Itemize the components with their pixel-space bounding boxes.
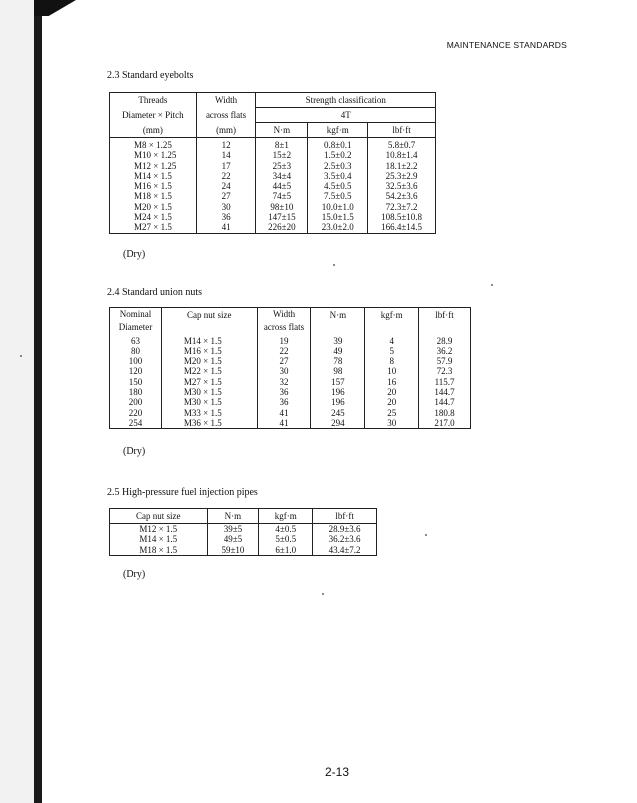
eyebolts-cell: 22 (196, 171, 256, 181)
pipes-cell: 36.2±3.6 (328, 534, 361, 545)
scan-speck (322, 593, 324, 595)
eyebolts-cell: M8 × 1.25 (110, 138, 197, 151)
union-nuts-cell: 36.2 (436, 345, 453, 356)
pipes-row (110, 524, 377, 535)
union-nuts-cell: 294 (311, 418, 365, 429)
eyebolts-cell: 10.8±1.4 (385, 150, 418, 161)
eyebolts-row (110, 191, 436, 201)
union-nuts-cell: 30 (257, 366, 311, 376)
union-header-capnut: Cap nut size (161, 308, 257, 334)
eyebolts-header-diam-pitch: Diameter × Pitch (110, 108, 197, 123)
union-nuts-cell: 220 (110, 408, 162, 418)
scan-speck (20, 355, 22, 357)
eyebolts-cell: M14 × 1.5 (110, 171, 197, 181)
union-nuts-cell: M33 × 1.5 (161, 408, 257, 418)
union-nuts-dry-note: (Dry) (123, 446, 146, 457)
union-header-across: across flats (257, 321, 311, 334)
union-nuts-cell: 36 (257, 387, 311, 397)
eyebolts-cell: 226±20 (256, 222, 308, 233)
eyebolts-row (110, 212, 436, 222)
union-nuts-cell: 196 (311, 387, 365, 397)
union-nuts-cell: M36 × 1.5 (161, 418, 257, 429)
eyebolts-header-lbfft: lbf·ft (368, 123, 436, 138)
union-nuts-cell: 217.0 (434, 417, 455, 428)
eyebolts-cell: 23.0±2.0 (308, 222, 368, 233)
union-nuts-cell: 16 (365, 377, 419, 387)
union-nuts-cell: 20 (365, 387, 419, 397)
eyebolts-header-width: Width (196, 93, 256, 108)
union-header-nominal: Nominal (110, 308, 162, 321)
eyebolts-dry-note: (Dry) (123, 249, 146, 260)
eyebolts-cell: 32.5±3.6 (385, 181, 418, 192)
section-title-union-nuts: 2.4 Standard union nuts (107, 287, 202, 298)
eyebolts-row (110, 202, 436, 212)
eyebolts-cell: M16 × 1.5 (110, 181, 197, 191)
eyebolts-cell: 15±2 (256, 150, 308, 160)
pipes-table (109, 508, 377, 556)
union-header-kgfm: kgf·m (365, 308, 419, 334)
eyebolts-row (110, 161, 436, 171)
union-nuts-cell: 28.9 (436, 335, 453, 346)
pipes-header-capnut: Cap nut size (110, 509, 208, 524)
union-nuts-cell: 63 (110, 334, 162, 346)
eyebolts-row (110, 150, 436, 160)
eyebolts-header-4t: 4T (256, 108, 436, 123)
eyebolts-cell: 72.3±7.2 (385, 201, 418, 212)
eyebolts-cell: 15.0±1.5 (308, 212, 368, 222)
pipes-cell: M12 × 1.5 (110, 524, 208, 535)
binding-edge (34, 0, 42, 803)
union-nuts-cell: M14 × 1.5 (161, 334, 257, 346)
eyebolts-cell: 2.5±0.3 (308, 161, 368, 171)
union-nuts-row (110, 408, 471, 418)
eyebolts-cell: 12 (196, 138, 256, 151)
section-title-pipes: 2.5 High-pressure fuel injection pipes (107, 487, 258, 498)
pipes-cell: 43.4±7.2 (328, 544, 361, 555)
pipes-row (110, 534, 377, 544)
union-nuts-row (110, 356, 471, 366)
union-nuts-cell: 49 (311, 346, 365, 356)
union-nuts-cell: 157 (311, 377, 365, 387)
union-nuts-cell: 150 (110, 377, 162, 387)
union-nuts-cell: 32 (257, 377, 311, 387)
union-nuts-cell: 98 (311, 366, 365, 376)
eyebolts-cell: 147±15 (256, 212, 308, 222)
eyebolts-row (110, 138, 436, 151)
section-title-eyebolts: 2.3 Standard eyebolts (107, 70, 194, 81)
pipes-header-lbfft: lbf·ft (313, 509, 377, 524)
scan-speck (333, 264, 335, 266)
eyebolts-cell: 166.4±14.5 (381, 222, 423, 233)
union-nuts-cell: 200 (110, 397, 162, 407)
page-number: 2-13 (325, 765, 350, 779)
eyebolts-cell: 108.5±10.8 (381, 212, 423, 223)
eyebolts-header-nm: N·m (256, 123, 308, 138)
eyebolts-cell: 14 (196, 150, 256, 160)
eyebolts-cell: 24 (196, 181, 256, 191)
pipes-cell: 49±5 (207, 534, 259, 544)
union-nuts-cell: 57.9 (436, 356, 453, 367)
union-nuts-cell: 39 (311, 334, 365, 346)
union-nuts-cell: 10 (365, 366, 419, 376)
union-nuts-cell: 144.7 (434, 386, 455, 397)
page-header: MAINTENANCE STANDARDS (446, 40, 567, 50)
union-header-width: Width (257, 308, 311, 321)
union-nuts-cell: 180 (110, 387, 162, 397)
eyebolts-cell: M27 × 1.5 (110, 222, 197, 233)
eyebolts-header-mm: (mm) (110, 123, 197, 138)
eyebolts-header-strength: Strength classification (256, 93, 436, 108)
eyebolts-header-width-mm: (mm) (196, 123, 256, 138)
union-nuts-cell: 180.8 (434, 407, 455, 418)
pipes-cell: 28.9±3.6 (328, 524, 361, 534)
eyebolts-cell: 54.2±3.6 (385, 191, 418, 202)
eyebolts-cell: M24 × 1.5 (110, 212, 197, 222)
eyebolts-cell: 3.5±0.4 (308, 171, 368, 181)
eyebolts-cell: 25±3 (256, 161, 308, 171)
union-nuts-cell: M30 × 1.5 (161, 387, 257, 397)
pipes-dry-note: (Dry) (123, 569, 146, 580)
pipes-cell: 39±5 (207, 524, 259, 535)
union-nuts-row (110, 387, 471, 397)
union-nuts-cell: 5 (365, 346, 419, 356)
union-nuts-cell: 78 (311, 356, 365, 366)
union-header-nm: N·m (311, 308, 365, 334)
eyebolts-cell: 74±5 (256, 191, 308, 201)
union-nuts-row (110, 377, 471, 387)
eyebolts-row (110, 181, 436, 191)
pipes-cell: 4±0.5 (259, 524, 313, 535)
eyebolts-table (109, 92, 436, 234)
pipes-row (110, 545, 377, 556)
eyebolts-header-across: across flats (196, 108, 256, 123)
eyebolts-cell: 41 (196, 222, 256, 233)
eyebolts-cell: M20 × 1.5 (110, 202, 197, 212)
union-nuts-cell: 22 (257, 346, 311, 356)
union-nuts-cell: 72.3 (436, 366, 453, 377)
union-nuts-cell: 100 (110, 356, 162, 366)
pipes-cell: 59±10 (207, 545, 259, 556)
union-header-lbfft: lbf·ft (435, 310, 454, 320)
union-nuts-cell: 25 (365, 408, 419, 418)
union-nuts-cell: M22 × 1.5 (161, 366, 257, 376)
eyebolts-cell: 8±1 (256, 138, 308, 151)
pipes-cell: 5±0.5 (259, 534, 313, 544)
union-nuts-cell: 19 (257, 334, 311, 346)
eyebolts-cell: 27 (196, 191, 256, 201)
eyebolts-cell: M18 × 1.5 (110, 191, 197, 201)
union-nuts-cell: 80 (110, 346, 162, 356)
eyebolts-cell: 44±5 (256, 181, 308, 191)
union-nuts-row (110, 397, 471, 407)
union-nuts-row (110, 366, 471, 376)
union-nuts-row (110, 334, 471, 346)
union-nuts-cell: 41 (257, 418, 311, 429)
eyebolts-cell: 1.5±0.2 (308, 150, 368, 160)
union-nuts-row (110, 418, 471, 429)
union-nuts-row (110, 346, 471, 356)
pipes-cell: M18 × 1.5 (110, 545, 208, 556)
union-nuts-cell: 27 (257, 356, 311, 366)
union-nuts-cell: 245 (311, 408, 365, 418)
union-nuts-cell: 41 (257, 408, 311, 418)
eyebolts-cell: 10.0±1.0 (308, 202, 368, 212)
union-nuts-cell: M16 × 1.5 (161, 346, 257, 356)
union-nuts-cell: 30 (365, 418, 419, 429)
eyebolts-cell: 98±10 (256, 202, 308, 212)
union-nuts-cell: 36 (257, 397, 311, 407)
eyebolts-cell: 4.5±0.5 (308, 181, 368, 191)
union-nuts-table (109, 307, 471, 429)
eyebolts-cell: 25.3±2.9 (385, 170, 418, 181)
union-nuts-cell: 115.7 (434, 376, 455, 387)
eyebolts-header-threads: Threads (110, 93, 197, 108)
union-nuts-cell: 8 (365, 356, 419, 366)
eyebolts-row (110, 171, 436, 181)
eyebolts-cell: 34±4 (256, 171, 308, 181)
union-header-diameter: Diameter (110, 321, 162, 334)
scan-speck (491, 284, 493, 286)
union-nuts-cell: 120 (110, 366, 162, 376)
pipes-cell: 6±1.0 (259, 545, 313, 556)
eyebolts-cell: 0.8±0.1 (308, 138, 368, 151)
eyebolts-header-kgfm: kgf·m (308, 123, 368, 138)
eyebolts-cell: M12 × 1.25 (110, 161, 197, 171)
eyebolts-cell: 5.8±0.7 (387, 140, 416, 150)
scan-speck (425, 534, 427, 536)
eyebolts-cell: 7.5±0.5 (308, 191, 368, 201)
pipes-cell: M14 × 1.5 (110, 534, 208, 544)
eyebolts-cell: 36 (196, 212, 256, 222)
eyebolts-cell: M10 × 1.25 (110, 150, 197, 160)
eyebolts-cell: 18.1±2.2 (385, 160, 418, 171)
pipes-header-nm: N·m (207, 509, 259, 524)
union-nuts-cell: 196 (311, 397, 365, 407)
union-nuts-cell: M27 × 1.5 (161, 377, 257, 387)
pipes-header-kgfm: kgf·m (259, 509, 313, 524)
union-nuts-cell: M20 × 1.5 (161, 356, 257, 366)
union-nuts-cell: 20 (365, 397, 419, 407)
eyebolts-row (110, 222, 436, 233)
union-nuts-cell: 254 (110, 418, 162, 429)
union-nuts-cell: 4 (365, 334, 419, 346)
union-nuts-cell: M30 × 1.5 (161, 397, 257, 407)
eyebolts-cell: 17 (196, 161, 256, 171)
union-nuts-cell: 144.7 (434, 397, 455, 408)
eyebolts-cell: 30 (196, 202, 256, 212)
